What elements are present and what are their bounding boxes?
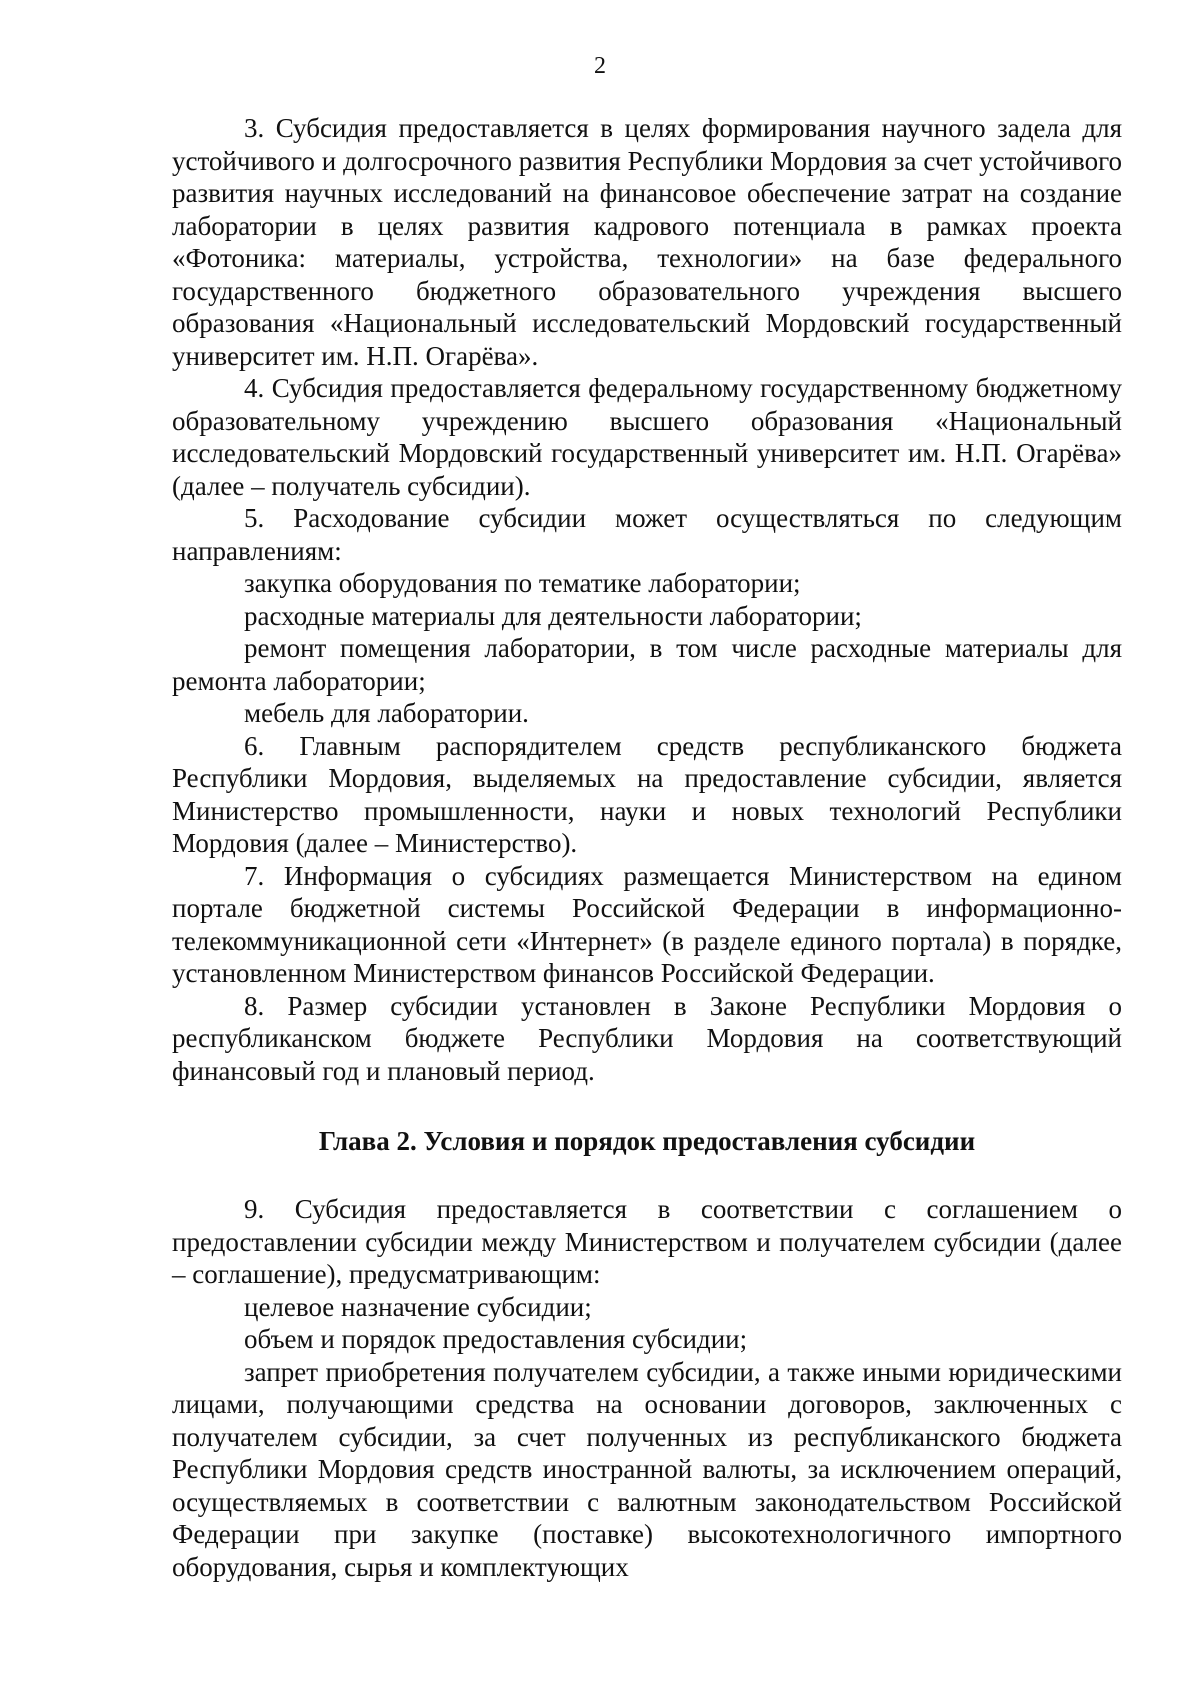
paragraph-6: 6. Главным распорядителем средств республиканского бюджета Республики Мордовия, выделяемых на предоставление субсидии, является Министерство промышленности, науки и новых технологий Республики Мордовия (далее – Министерство). [172, 730, 1122, 858]
paragraph-9: 9. Субсидия предоставляется в соответствии с соглашением о предоставлении субсидии между Министерством и получателем субсидии (далее – соглашение), предусматривающим: [172, 1194, 1122, 1289]
chapter-heading: Глава 2. Условия и порядок предоставления субсидии [318, 1126, 976, 1156]
document-body [172, 112, 1122, 1583]
list-item-consumables: расходные материалы для деятельности лаборатории; [244, 600, 862, 631]
list-item-volume: объем и порядок предоставления субсидии; [244, 1324, 748, 1354]
paragraph-5: 5. Расходование субсидии может осуществляться по следующим направлениям: [172, 503, 1122, 566]
list-item-purpose: целевое назначение субсидии; [244, 1291, 592, 1322]
list-item-repair: ремонт помещения лаборатории, в том числе расходные материалы для ремонта лаборатории; [172, 633, 1122, 696]
paragraph-3: 3. Субсидия предоставляется в целях формирования научного задела для устойчивого и долгосрочного развития Республики Мордовия за счет устойчивого развития научных исследований на финансовое обеспечение затрат на создание лаборатории в целях развития кадрового потенциала в рамках проекта «Фотоника: материалы, устройства, технологии» на базе федерального государственного бюджетного образовательного учреждения высшего образования «Национальный исследовательский Мордовский государственный университет им. Н.П. Огарёва». [172, 113, 1122, 371]
list-item-prohibition: запрет приобретения получателем субсидии, а также иными юридическими лицами, получающими средства на основании договоров, заключенных с получателем субсидии, за счет полученных из республиканского бюджета Республики Мордовия средств иностранной валюты, за исключением операций, осуществляемых в соответствии с валютным законодательством Российской Федерации при закупке (поставке) высокотехнологичного импортного оборудования, сырья и комплектующих [172, 1356, 1122, 1582]
list-item-furniture: мебель для лаборатории. [244, 698, 529, 728]
paragraph-4: 4. Субсидия предоставляется федеральному государственному бюджетному образовательному учреждению высшего образования «Национальный исследовательский Мордовский государственный университет им. Н.П. Огарёва» (далее – получатель субсидии). [172, 373, 1122, 501]
list-item-equipment: закупка оборудования по тематике лаборатории; [244, 568, 801, 598]
page-number: 2 [594, 53, 606, 79]
paragraph-7: 7. Информация о субсидиях размещается Министерством на едином портале бюджетной системы Российской Федерации в информационно-телекоммуникационной сети «Интернет» (в разделе единого портала) в порядке, установленном Министерством финансов Российской Федерации. [172, 860, 1122, 988]
paragraph-8: 8. Размер субсидии установлен в Законе Республики Мордовия о республиканском бюджете Республики Мордовия на соответствующий финансовый год и плановый период. [172, 990, 1122, 1086]
